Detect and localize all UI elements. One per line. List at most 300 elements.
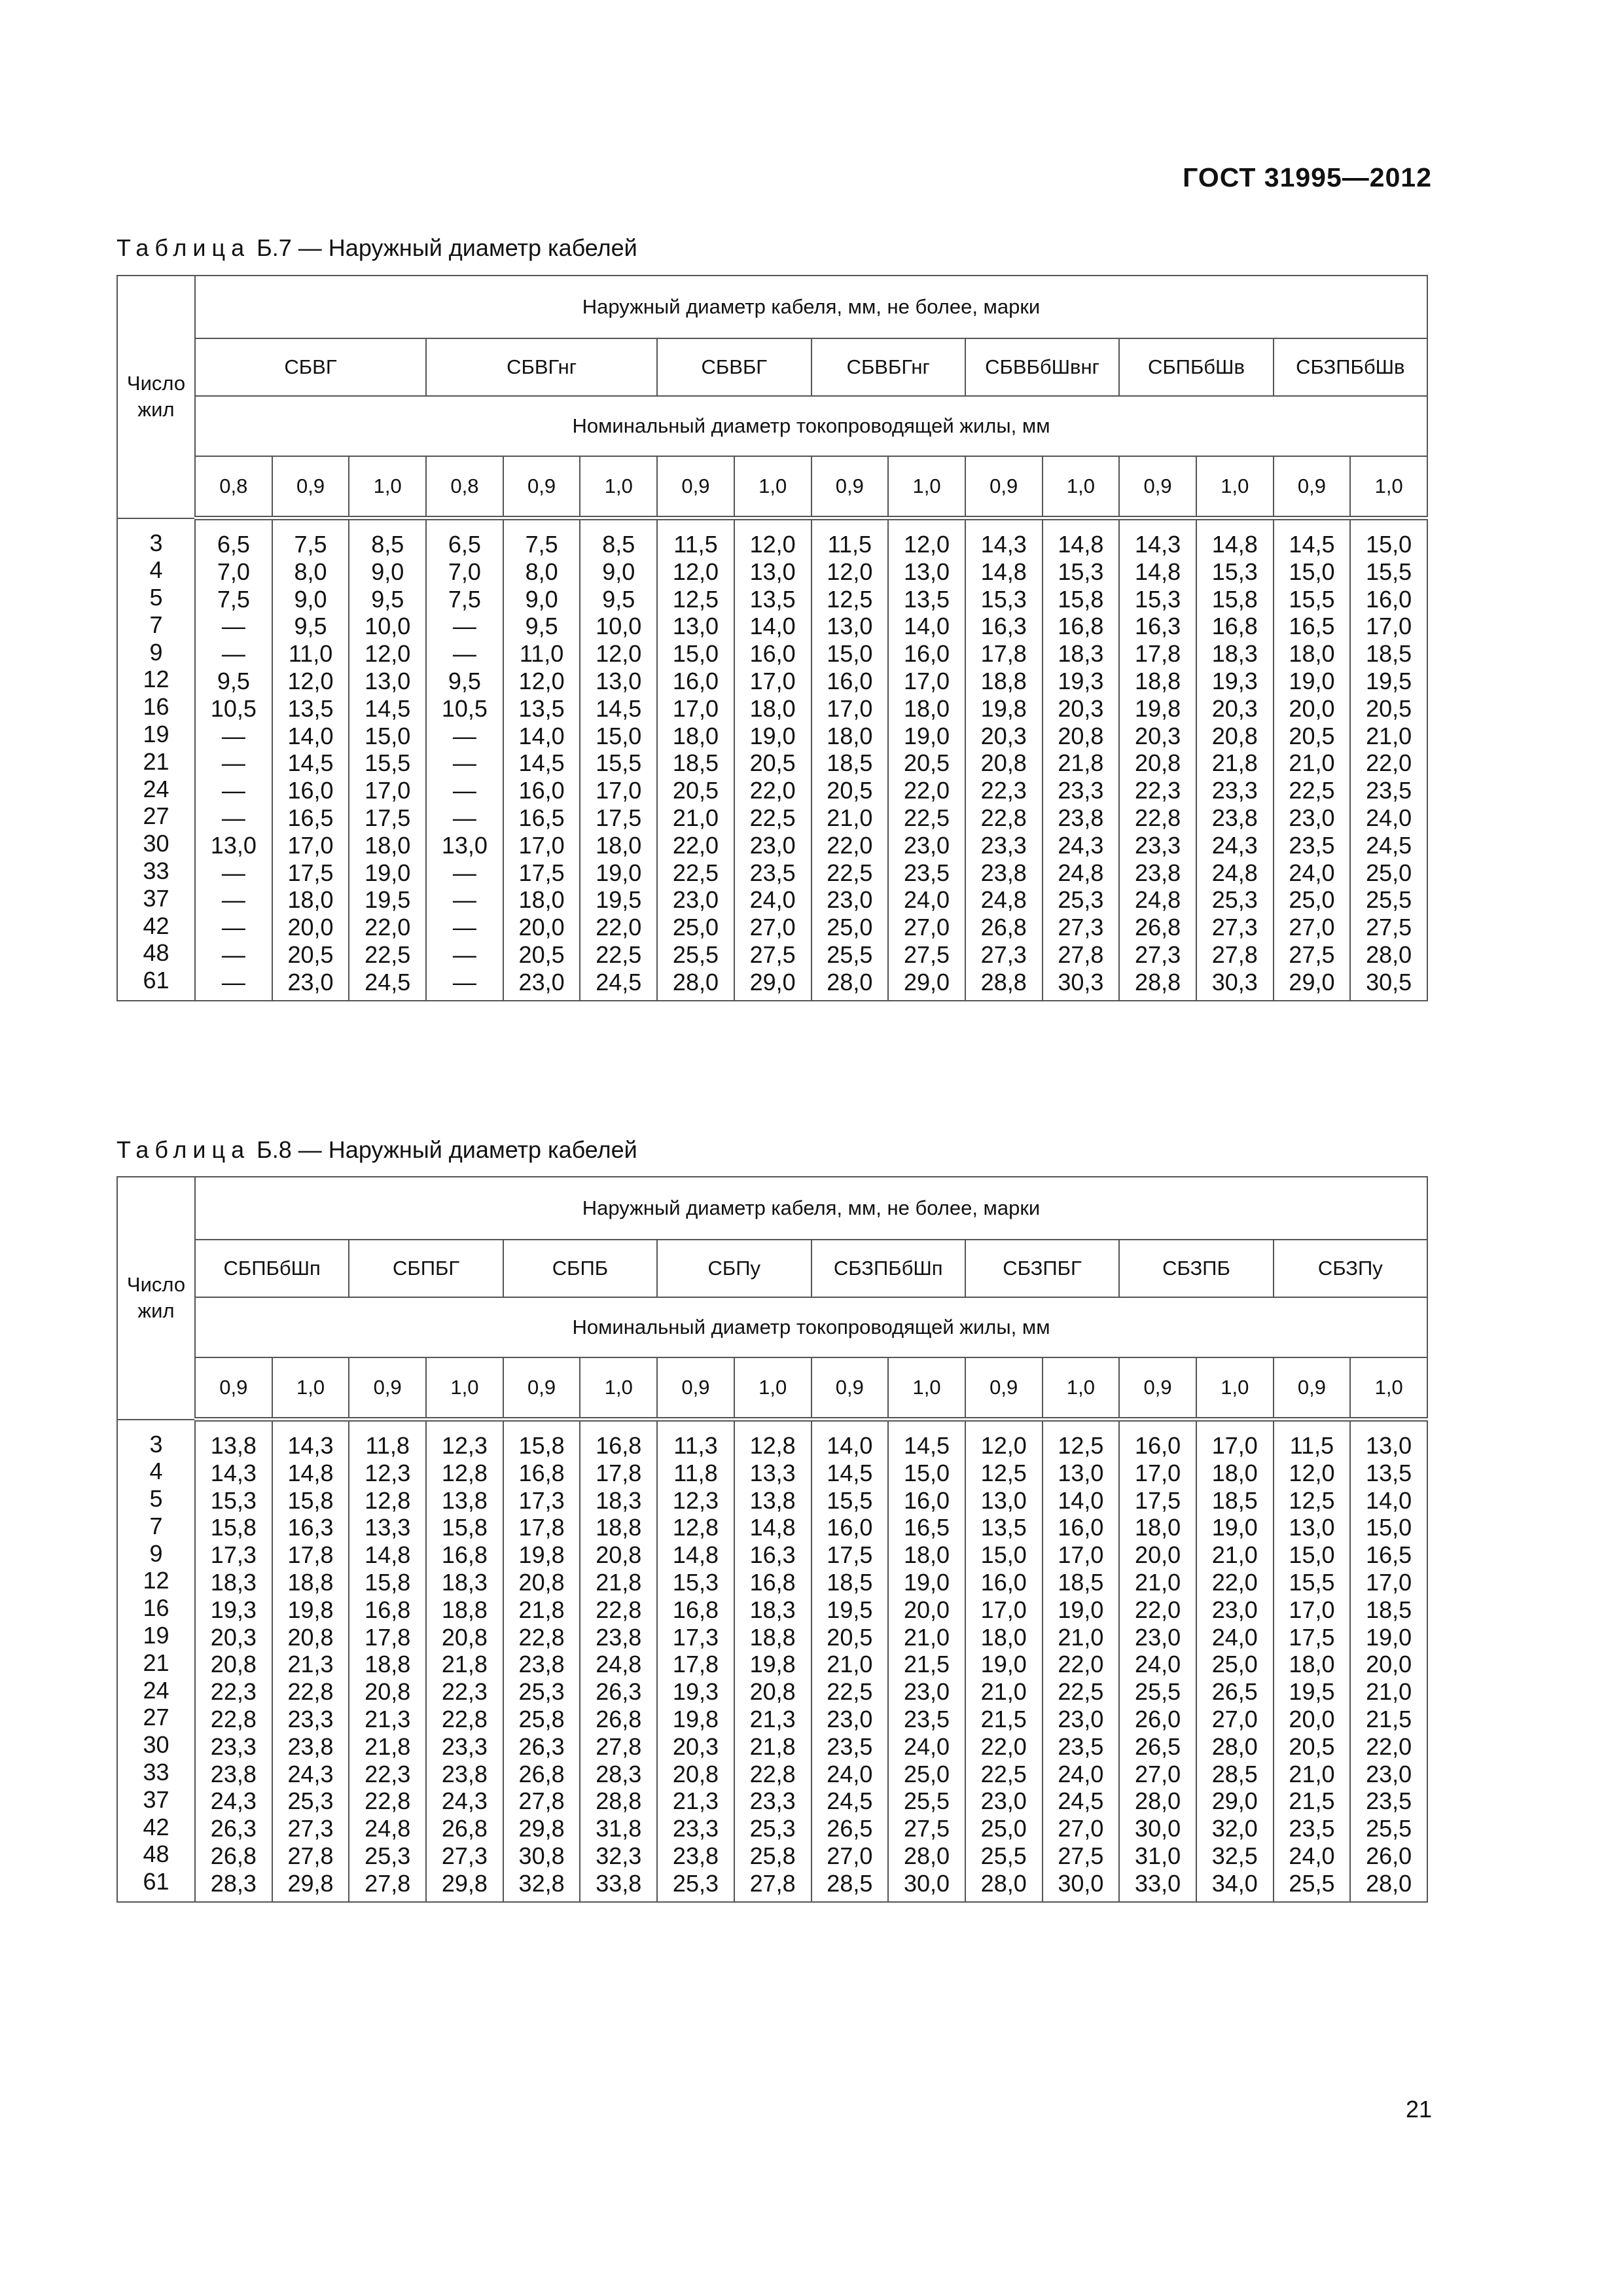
diameter-cell: 25,3 xyxy=(287,1787,334,1815)
diameter-cell: 15,0 xyxy=(980,1541,1027,1569)
cable-mark-header: СБВБГ xyxy=(657,338,811,396)
diameter-cell: 26,8 xyxy=(210,1842,257,1869)
diameter-cell: 24,0 xyxy=(749,886,796,914)
diameter-cell: 15,3 xyxy=(1211,558,1258,585)
diameter-cell: 28,5 xyxy=(1211,1760,1258,1787)
diameter-cell: 8,0 xyxy=(525,558,558,585)
diameter-cell: 23,0 xyxy=(1135,1623,1181,1651)
diameter-cell: 7,0 xyxy=(217,558,250,585)
diameter-cell: 31,8 xyxy=(596,1815,642,1842)
diameter-cell: 18,5 xyxy=(1366,1596,1412,1623)
diameter-cell: 16,0 xyxy=(749,640,796,668)
diameter-cell: 26,3 xyxy=(518,1732,565,1760)
diameter-cell: 20,0 xyxy=(1289,1705,1335,1732)
diameter-cell: 23,3 xyxy=(210,1732,257,1760)
diameter-cell: 12,0 xyxy=(903,531,950,558)
diameter-cell: 12,0 xyxy=(980,1432,1027,1459)
diameter-cell: 32,5 xyxy=(1211,1842,1258,1869)
diameter-cell: 14,0 xyxy=(1366,1486,1412,1514)
diameter-cell: 9,0 xyxy=(602,558,635,585)
core-diameter-header: Номинальный диаметр токопроводящей жилы, мм xyxy=(195,1297,1427,1357)
diameter-cell: 19,5 xyxy=(1366,667,1412,694)
diameter-cell: 23,5 xyxy=(903,859,950,886)
diameter-cell: 14,0 xyxy=(903,613,950,640)
diameter-cell: 12,8 xyxy=(672,1514,719,1541)
diameter-cell: 23,5 xyxy=(827,1732,873,1760)
diameter-cell: 9,5 xyxy=(448,667,481,694)
diameter-cell: 22,8 xyxy=(287,1678,334,1706)
table-b8 xyxy=(116,1176,1428,1903)
diameter-cell: 17,0 xyxy=(1289,1596,1335,1623)
diameter-cell: 20,3 xyxy=(1058,694,1104,722)
diameter-cell: 13,3 xyxy=(365,1514,411,1541)
diameter-cell: 27,5 xyxy=(903,941,950,968)
diameter-cell: 27,8 xyxy=(1058,941,1104,968)
diameter-cell: 9,5 xyxy=(371,585,404,613)
diameter-cell: 14,3 xyxy=(210,1459,257,1486)
cores-count-header: Число жил xyxy=(117,1177,195,1420)
diameter-cell: 15,3 xyxy=(980,585,1027,613)
diameter-column xyxy=(195,518,272,1001)
diameter-cell: 24,0 xyxy=(1366,804,1412,831)
diameter-cell: 15,0 xyxy=(365,722,411,749)
diameter-cell: 26,8 xyxy=(441,1815,488,1842)
diameter-cell: 23,3 xyxy=(1058,777,1104,804)
diameter-column xyxy=(1119,518,1196,1001)
diameter-cell: 24,0 xyxy=(1289,1842,1335,1869)
diameter-cell: 17,3 xyxy=(672,1623,719,1651)
diameter-cell: 21,0 xyxy=(827,804,873,831)
diameter-cell: 18,0 xyxy=(980,1623,1027,1651)
diameter-cell: 23,0 xyxy=(1366,1760,1412,1787)
diameter-cell: 18,0 xyxy=(287,886,334,914)
diameter-column xyxy=(888,518,965,1001)
table-b7 xyxy=(116,275,1428,1001)
diameter-cell: 18,0 xyxy=(672,722,719,749)
diameter-column xyxy=(1119,1420,1196,1902)
diameter-cell: 10,5 xyxy=(441,694,488,722)
diameter-cell: 21,8 xyxy=(749,1732,796,1760)
diameter-cell: 19,8 xyxy=(749,1651,796,1678)
diameter-cell: 23,0 xyxy=(749,831,796,859)
diameter-cell: 8,5 xyxy=(602,531,635,558)
diameter-column xyxy=(657,518,734,1001)
diameter-cell: 7,5 xyxy=(294,531,327,558)
diameter-cell: 11,8 xyxy=(365,1432,410,1459)
diameter-cell: 21,8 xyxy=(1211,749,1258,777)
diameter-cell: 14,0 xyxy=(1058,1486,1104,1514)
diameter-cell: 15,0 xyxy=(1289,1541,1335,1569)
diameter-cell: 18,0 xyxy=(903,694,950,722)
core-diameter-value: 1,0 xyxy=(272,1357,349,1420)
diameter-cell: 19,5 xyxy=(1289,1678,1335,1706)
diameter-cell: 20,5 xyxy=(749,749,796,777)
diameter-cell: 14,3 xyxy=(980,531,1027,558)
diameter-cell: 22,8 xyxy=(210,1705,257,1732)
diameter-cell: 27,0 xyxy=(749,914,796,941)
diameter-cell: 9,0 xyxy=(294,585,327,613)
diameter-cell: 15,8 xyxy=(1058,585,1104,613)
diameter-cell: 18,8 xyxy=(365,1651,411,1678)
diameter-cell: 20,8 xyxy=(749,1678,796,1706)
diameter-cell: 20,5 xyxy=(672,777,719,804)
diameter-cell: 29,0 xyxy=(1289,968,1335,996)
diameter-cell: 17,8 xyxy=(287,1541,334,1569)
diameter-cell: 16,0 xyxy=(980,1568,1027,1596)
core-diameter-value: 1,0 xyxy=(349,456,426,518)
diameter-cell: 25,3 xyxy=(1058,886,1104,914)
diameter-cell: 24,5 xyxy=(596,968,642,996)
diameter-cell: 24,0 xyxy=(1289,859,1335,886)
cores-count-cell: 9 xyxy=(149,1539,163,1567)
diameter-cell: 25,0 xyxy=(827,914,873,941)
diameter-cell: 21,5 xyxy=(980,1705,1027,1732)
diameter-cell: 25,8 xyxy=(518,1705,565,1732)
diameter-cell: 19,8 xyxy=(980,694,1027,722)
diameter-cell: 30,5 xyxy=(1366,968,1412,996)
diameter-cell: 24,8 xyxy=(1058,859,1104,886)
diameter-cell: 22,0 xyxy=(1211,1568,1258,1596)
diameter-cell: 16,8 xyxy=(1058,613,1104,640)
diameter-cell: — xyxy=(452,968,476,996)
diameter-cell: 22,5 xyxy=(749,804,796,831)
diameter-cell: 14,5 xyxy=(903,1432,950,1459)
diameter-cell: 10,0 xyxy=(596,613,642,640)
diameter-cell: — xyxy=(221,886,245,914)
diameter-cell: 10,5 xyxy=(210,694,257,722)
cores-count-cell: 24 xyxy=(143,1676,169,1704)
diameter-cell: 17,8 xyxy=(672,1651,719,1678)
diameter-cell: 22,3 xyxy=(365,1760,411,1787)
diameter-cell: 13,8 xyxy=(749,1486,796,1514)
diameter-cell: 12,0 xyxy=(827,558,873,585)
diameter-cell: 30,3 xyxy=(1058,968,1104,996)
cores-count-cell: 21 xyxy=(143,747,169,775)
diameter-cell: 20,8 xyxy=(441,1623,488,1651)
diameter-cell: 9,5 xyxy=(217,667,250,694)
diameter-cell: 17,8 xyxy=(518,1514,565,1541)
diameter-cell: 23,3 xyxy=(1211,777,1258,804)
diameter-cell: 16,0 xyxy=(672,667,719,694)
core-diameter-value: 0,9 xyxy=(812,1357,889,1420)
diameter-cell: 14,0 xyxy=(827,1432,873,1459)
core-diameter-value: 0,9 xyxy=(1274,456,1351,518)
diameter-cell: 23,8 xyxy=(287,1732,334,1760)
diameter-cell: 20,0 xyxy=(1289,694,1335,722)
diameter-cell: 17,0 xyxy=(518,831,565,859)
diameter-cell: 24,0 xyxy=(827,1760,873,1787)
core-diameter-value: 1,0 xyxy=(1043,1357,1120,1420)
diameter-cell: 27,5 xyxy=(749,941,796,968)
diameter-cell: 25,0 xyxy=(1289,886,1335,914)
diameter-cell: 17,8 xyxy=(365,1623,411,1651)
diameter-cell: — xyxy=(221,914,245,941)
diameter-cell: 14,8 xyxy=(672,1541,719,1569)
diameter-cell: 25,5 xyxy=(1366,886,1412,914)
diameter-cell: 20,8 xyxy=(1211,722,1258,749)
cores-count-cell: 4 xyxy=(149,1458,163,1485)
diameter-cell: 17,0 xyxy=(1211,1432,1258,1459)
diameter-cell: 13,5 xyxy=(518,694,565,722)
diameter-cell: 15,8 xyxy=(210,1514,257,1541)
cores-count-cell: 7 xyxy=(149,1512,163,1539)
diameter-cell: 22,0 xyxy=(1366,1732,1412,1760)
diameter-cell: 20,0 xyxy=(903,1596,950,1623)
diameter-cell: 26,5 xyxy=(1211,1678,1258,1706)
diameter-cell: 23,8 xyxy=(441,1760,488,1787)
diameter-cell: 18,5 xyxy=(827,1568,873,1596)
diameter-cell: 21,0 xyxy=(1289,1760,1335,1787)
diameter-cell: 17,8 xyxy=(596,1459,642,1486)
diameter-cell: 27,3 xyxy=(287,1815,334,1842)
core-diameter-value: 1,0 xyxy=(1350,456,1427,518)
diameter-cell: 28,0 xyxy=(827,968,873,996)
cable-mark-header: СБЗПу xyxy=(1274,1240,1427,1297)
diameter-cell: 28,3 xyxy=(210,1869,257,1897)
diameter-cell: 13,0 xyxy=(749,558,796,585)
diameter-column xyxy=(1274,1420,1351,1902)
diameter-cell: 9,0 xyxy=(371,558,404,585)
core-diameter-header: Номинальный диаметр токопроводящей жилы, мм xyxy=(195,396,1427,456)
diameter-cell: 17,5 xyxy=(365,804,411,831)
diameter-cell: 18,0 xyxy=(1135,1514,1181,1541)
diameter-cell: 18,8 xyxy=(287,1568,334,1596)
diameter-cell: 24,8 xyxy=(1211,859,1258,886)
diameter-cell: 22,3 xyxy=(441,1678,488,1706)
diameter-cell: 21,8 xyxy=(441,1651,488,1678)
cable-mark-header: СБПБГ xyxy=(349,1240,503,1297)
diameter-cell: 27,8 xyxy=(287,1842,334,1869)
cores-count-cell: 24 xyxy=(143,775,169,802)
diameter-cell: 17,8 xyxy=(980,640,1027,668)
diameter-cell: 27,8 xyxy=(1211,941,1258,968)
diameter-cell: 14,0 xyxy=(518,722,565,749)
diameter-cell: 16,0 xyxy=(1366,585,1412,613)
diameter-cell: 20,3 xyxy=(1211,694,1258,722)
diameter-cell: 24,3 xyxy=(1058,831,1104,859)
diameter-cell: 17,0 xyxy=(1366,613,1412,640)
diameter-cell: 23,5 xyxy=(1289,1815,1335,1842)
diameter-cell: 27,8 xyxy=(596,1732,642,1760)
diameter-cell: 20,8 xyxy=(672,1760,719,1787)
core-diameter-value: 0,9 xyxy=(657,1357,734,1420)
cores-count-cell: 30 xyxy=(143,830,169,857)
diameter-cell: 30,0 xyxy=(1058,1869,1104,1897)
diameter-cell: 32,0 xyxy=(1211,1815,1258,1842)
diameter-cell: 22,0 xyxy=(827,831,873,859)
diameter-cell: 28,0 xyxy=(1135,1787,1181,1815)
diameter-cell: 21,0 xyxy=(1058,1623,1104,1651)
diameter-cell: 28,8 xyxy=(596,1787,642,1815)
cores-count-cell: 61 xyxy=(143,1868,169,1895)
cores-count-cell: 37 xyxy=(143,884,169,912)
diameter-cell: 25,5 xyxy=(1366,1815,1412,1842)
diameter-cell: 28,0 xyxy=(1366,941,1412,968)
diameter-cell: 7,5 xyxy=(217,585,250,613)
diameter-cell: 23,8 xyxy=(518,1651,565,1678)
diameter-cell: 21,0 xyxy=(1289,749,1335,777)
diameter-cell: 21,8 xyxy=(596,1568,642,1596)
diameter-column xyxy=(503,1420,580,1902)
diameter-cell: 25,0 xyxy=(1366,859,1412,886)
diameter-cell: 15,0 xyxy=(1366,531,1412,558)
core-diameter-value: 1,0 xyxy=(1350,1357,1427,1420)
core-diameter-value: 0,9 xyxy=(1119,1357,1196,1420)
diameter-cell: 16,8 xyxy=(672,1596,719,1623)
diameter-cell: 20,5 xyxy=(827,1623,873,1651)
diameter-cell: 24,8 xyxy=(980,886,1027,914)
diameter-cell: 22,0 xyxy=(1058,1651,1104,1678)
diameter-cell: 17,5 xyxy=(1289,1623,1335,1651)
diameter-cell: 20,3 xyxy=(1135,722,1181,749)
diameter-cell: 16,0 xyxy=(903,640,950,668)
diameter-cell: 22,0 xyxy=(749,777,796,804)
diameter-cell: 20,5 xyxy=(1289,1732,1335,1760)
cores-count-cell: 12 xyxy=(143,666,169,693)
diameter-cell: 19,0 xyxy=(596,859,642,886)
diameter-cell: 22,8 xyxy=(365,1787,411,1815)
diameter-cell: 18,0 xyxy=(827,722,873,749)
cable-mark-header: СБЗПБбШв xyxy=(1274,338,1427,396)
diameter-cell: 25,5 xyxy=(672,941,719,968)
diameter-column xyxy=(1043,1420,1120,1902)
diameter-cell: 21,0 xyxy=(903,1623,950,1651)
diameter-column xyxy=(272,518,349,1001)
diameter-cell: 23,8 xyxy=(1211,804,1258,831)
diameter-cell: 24,8 xyxy=(1135,886,1181,914)
diameter-cell: 20,5 xyxy=(287,941,334,968)
cores-count-cell: 27 xyxy=(143,1704,169,1731)
diameter-cell: 11,5 xyxy=(827,531,872,558)
diameter-cell: 19,5 xyxy=(827,1596,873,1623)
diameter-cell: 26,3 xyxy=(596,1678,642,1706)
core-diameter-value: 1,0 xyxy=(1196,456,1274,518)
diameter-cell: 15,3 xyxy=(1135,585,1181,613)
diameter-cell: 22,5 xyxy=(672,859,719,886)
core-diameter-value: 0,9 xyxy=(812,456,889,518)
diameter-cell: 32,8 xyxy=(518,1869,565,1897)
cores-count-cell: 12 xyxy=(143,1567,169,1594)
cores-count-cell: 3 xyxy=(149,529,163,556)
diameter-cell: 23,8 xyxy=(980,859,1027,886)
diameter-cell: 17,5 xyxy=(287,859,334,886)
table-body-row xyxy=(117,1420,1427,1902)
diameter-cell: 29,8 xyxy=(518,1815,565,1842)
diameter-cell: 20,0 xyxy=(287,914,334,941)
cores-count-cell: 21 xyxy=(143,1649,169,1676)
diameter-cell: 17,0 xyxy=(287,831,334,859)
diameter-cell: 20,0 xyxy=(1366,1651,1412,1678)
diameter-cell: 17,5 xyxy=(518,859,565,886)
diameter-cell: 21,8 xyxy=(518,1596,565,1623)
cores-count-cell: 42 xyxy=(143,1813,169,1840)
cable-mark-header: СБПБ xyxy=(503,1240,657,1297)
cable-diameter-group-header: Наружный диаметр кабеля, мм, не более, марки xyxy=(195,1177,1427,1240)
core-diameter-value: 1,0 xyxy=(580,1357,657,1420)
diameter-cell: 20,5 xyxy=(518,941,565,968)
diameter-cell: 25,3 xyxy=(672,1869,719,1897)
diameter-column xyxy=(503,518,580,1001)
diameter-cell: 14,8 xyxy=(1058,531,1104,558)
diameter-cell: 14,3 xyxy=(287,1432,334,1459)
diameter-cell: 26,8 xyxy=(980,914,1027,941)
diameter-cell: 16,3 xyxy=(980,613,1027,640)
diameter-cell: 20,0 xyxy=(1135,1541,1181,1569)
diameter-cell: 16,0 xyxy=(827,667,873,694)
diameter-cell: 14,8 xyxy=(980,558,1027,585)
diameter-cell: 19,8 xyxy=(1135,694,1181,722)
diameter-column xyxy=(1274,518,1351,1001)
diameter-column xyxy=(657,1420,734,1902)
diameter-cell: 12,8 xyxy=(365,1486,411,1514)
diameter-cell: 23,5 xyxy=(749,859,796,886)
diameter-cell: 21,0 xyxy=(980,1678,1027,1706)
diameter-cell: — xyxy=(452,886,476,914)
diameter-cell: 24,0 xyxy=(1211,1623,1258,1651)
diameter-cell: 18,5 xyxy=(672,749,719,777)
diameter-cell: 17,0 xyxy=(365,777,411,804)
diameter-cell: 15,0 xyxy=(827,640,873,668)
diameter-cell: 29,0 xyxy=(903,968,950,996)
core-diameter-value: 0,8 xyxy=(195,456,272,518)
core-diameter-value: 1,0 xyxy=(888,1357,965,1420)
diameter-cell: 26,3 xyxy=(210,1815,257,1842)
diameter-cell: 23,8 xyxy=(1135,859,1181,886)
document-header: ГОСТ 31995—2012 xyxy=(1183,162,1432,192)
diameter-cell: 18,0 xyxy=(1289,1651,1335,1678)
diameter-cell: 23,8 xyxy=(596,1623,642,1651)
core-diameter-value: 1,0 xyxy=(888,456,965,518)
diameter-cell: 19,0 xyxy=(903,1568,950,1596)
diameter-cell: 16,5 xyxy=(1366,1541,1412,1569)
diameter-cell: 16,5 xyxy=(903,1514,950,1541)
diameter-cell: 17,0 xyxy=(827,694,873,722)
diameter-cell: 21,3 xyxy=(287,1651,334,1678)
diameter-cell: 22,3 xyxy=(980,777,1027,804)
diameter-cell: 21,5 xyxy=(1289,1787,1335,1815)
diameter-cell: — xyxy=(221,749,245,777)
diameter-cell: 15,3 xyxy=(672,1568,719,1596)
diameter-cell: 12,8 xyxy=(441,1459,488,1486)
diameter-cell: 18,5 xyxy=(1211,1486,1258,1514)
diameter-cell: 26,5 xyxy=(827,1815,873,1842)
diameter-cell: 15,8 xyxy=(441,1514,488,1541)
diameter-cell: 20,0 xyxy=(518,914,565,941)
diameter-cell: 18,0 xyxy=(596,831,642,859)
diameter-cell: — xyxy=(221,722,245,749)
diameter-cell: 22,8 xyxy=(596,1596,642,1623)
diameter-cell: 20,5 xyxy=(827,777,873,804)
diameter-cell: 28,3 xyxy=(596,1760,642,1787)
diameter-cell: 18,3 xyxy=(210,1568,257,1596)
diameter-cell: 20,8 xyxy=(287,1623,334,1651)
diameter-cell: 23,0 xyxy=(903,831,950,859)
core-diameter-value: 0,9 xyxy=(657,456,734,518)
diameter-cell: 29,8 xyxy=(441,1869,488,1897)
diameter-cell: 17,0 xyxy=(672,694,719,722)
diameter-cell: 22,5 xyxy=(365,941,411,968)
diameter-cell: 23,0 xyxy=(1058,1705,1104,1732)
diameter-cell: 13,5 xyxy=(1366,1459,1412,1486)
core-diameter-value: 1,0 xyxy=(1196,1357,1274,1420)
diameter-cell: 19,8 xyxy=(672,1705,719,1732)
diameter-cell: 26,0 xyxy=(1366,1842,1412,1869)
diameter-cell: 26,8 xyxy=(596,1705,642,1732)
diameter-cell: 19,0 xyxy=(1366,1623,1412,1651)
diameter-cell: 24,8 xyxy=(596,1651,642,1678)
diameter-column xyxy=(1350,1420,1427,1902)
diameter-cell: 28,0 xyxy=(672,968,719,996)
